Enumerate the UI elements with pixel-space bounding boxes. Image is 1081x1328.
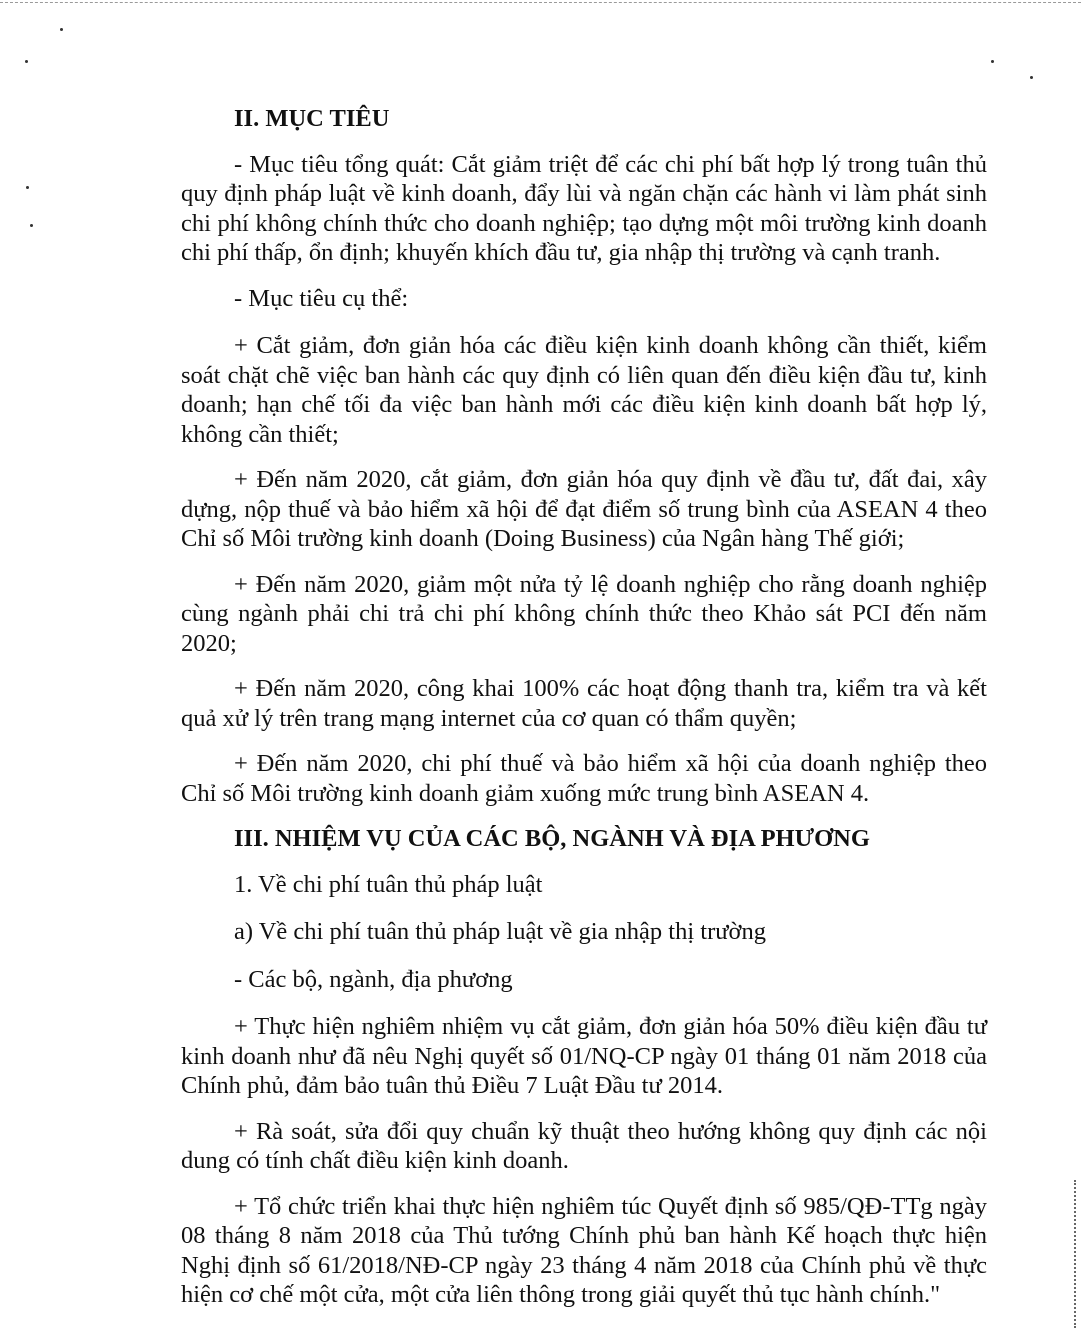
target-item: + Đến năm 2020, giảm một nửa tỷ lệ doanh nghiệp cho rằng doanh nghiệp cùng ngành phải chi trả chi phí không chính thức theo Khảo sát PCI đến năm 2020; [181, 570, 987, 657]
scan-edge-dots [1074, 1180, 1076, 1328]
scan-speck [26, 186, 29, 189]
task-item: + Tổ chức triển khai thực hiện nghiêm túc Quyết định số 985/QĐ-TTg ngày 08 tháng 8 năm 2018 của Thủ tướng Chính phủ ban hành Kế hoạch thực hiện Nghị định số 61/2018/NĐ-CP ngày 23 tháng 4 năm 2018 của Chính phủ về thực hiện cơ chế một cửa, một cửa liên thông trong giải quyết thủ tục hành chính." [181, 1192, 987, 1308]
scan-speck [60, 28, 63, 31]
scan-speck [1030, 76, 1033, 79]
target-item: + Đến năm 2020, chi phí thuế và bảo hiểm xã hội của doanh nghiệp theo Chỉ số Môi trường kinh doanh giảm xuống mức trung bình ASEAN 4. [181, 750, 987, 807]
target-item: + Cắt giảm, đơn giản hóa các điều kiện kinh doanh không cần thiết, kiểm soát chặt chẽ việc ban hành các quy định có liên quan đến điều kiện đầu tư, kinh doanh; hạn chế tối đa việc ban hành mới các điều kiện kinh doanh bất hợp lý, không cần thiết; [181, 332, 987, 448]
paragraph-muc-tieu-tong-quat: - Mục tiêu tổng quát: Cắt giảm triệt để các chi phí bất hợp lý trong tuân thủ quy định pháp luật về kinh doanh, đẩy lùi và ngăn chặn các hành vi làm phát sinh chi phí không chính thức cho doanh nghiệp; tạo dựng một môi trường kinh doanh chi phí thấp, ổn định; khuyến khích đầu tư, gia nhập thị trường và cạnh tranh. [181, 150, 987, 266]
task-item: + Rà soát, sửa đổi quy chuẩn kỹ thuật theo hướng không quy định các nội dung có tính chất điều kiện kinh doanh. [181, 1117, 987, 1174]
target-item: + Đến năm 2020, công khai 100% các hoạt động thanh tra, kiểm tra và kết quả xử lý trên trang mạng internet của cơ quan có thẩm quyền; [181, 675, 987, 732]
task-item: + Thực hiện nghiêm nhiệm vụ cắt giảm, đơn giản hóa 50% điều kiện đầu tư kinh doanh như đã nêu Nghị quyết số 01/NQ-CP ngày 01 tháng 01 năm 2018 của Chính phủ, đảm bảo tuân thủ Điều 7 Luật Đầu tư 2014. [181, 1013, 987, 1099]
scan-speck [25, 60, 28, 63]
scan-speck [991, 60, 994, 63]
target-item: + Đến năm 2020, cắt giảm, đơn giản hóa quy định về đầu tư, đất đai, xây dựng, nộp thuế và bảo hiểm xã hội để đạt điểm số trung bình của ASEAN 4 theo Chỉ số Môi trường kinh doanh (Doing Business) của Ngân hàng Thế giới; [181, 466, 987, 552]
scan-border-line [0, 2, 1081, 3]
agencies-line: - Các bộ, ngành, địa phương [234, 965, 513, 993]
heading-muc-tieu: II. MỤC TIÊU [234, 105, 390, 132]
heading-nhiem-vu: III. NHIỆM VỤ CỦA CÁC BỘ, NGÀNH VÀ ĐỊA PHƯƠNG [234, 825, 870, 852]
section-a-title: a) Về chi phí tuân thủ pháp luật về gia nhập thị trường [234, 918, 766, 945]
scan-speck [30, 224, 33, 227]
document-body [181, 104, 987, 1326]
section-1-title: 1. Về chi phí tuân thủ pháp luật [234, 870, 543, 898]
paragraph-muc-tieu-cu-the: - Mục tiêu cụ thể: [234, 284, 409, 312]
